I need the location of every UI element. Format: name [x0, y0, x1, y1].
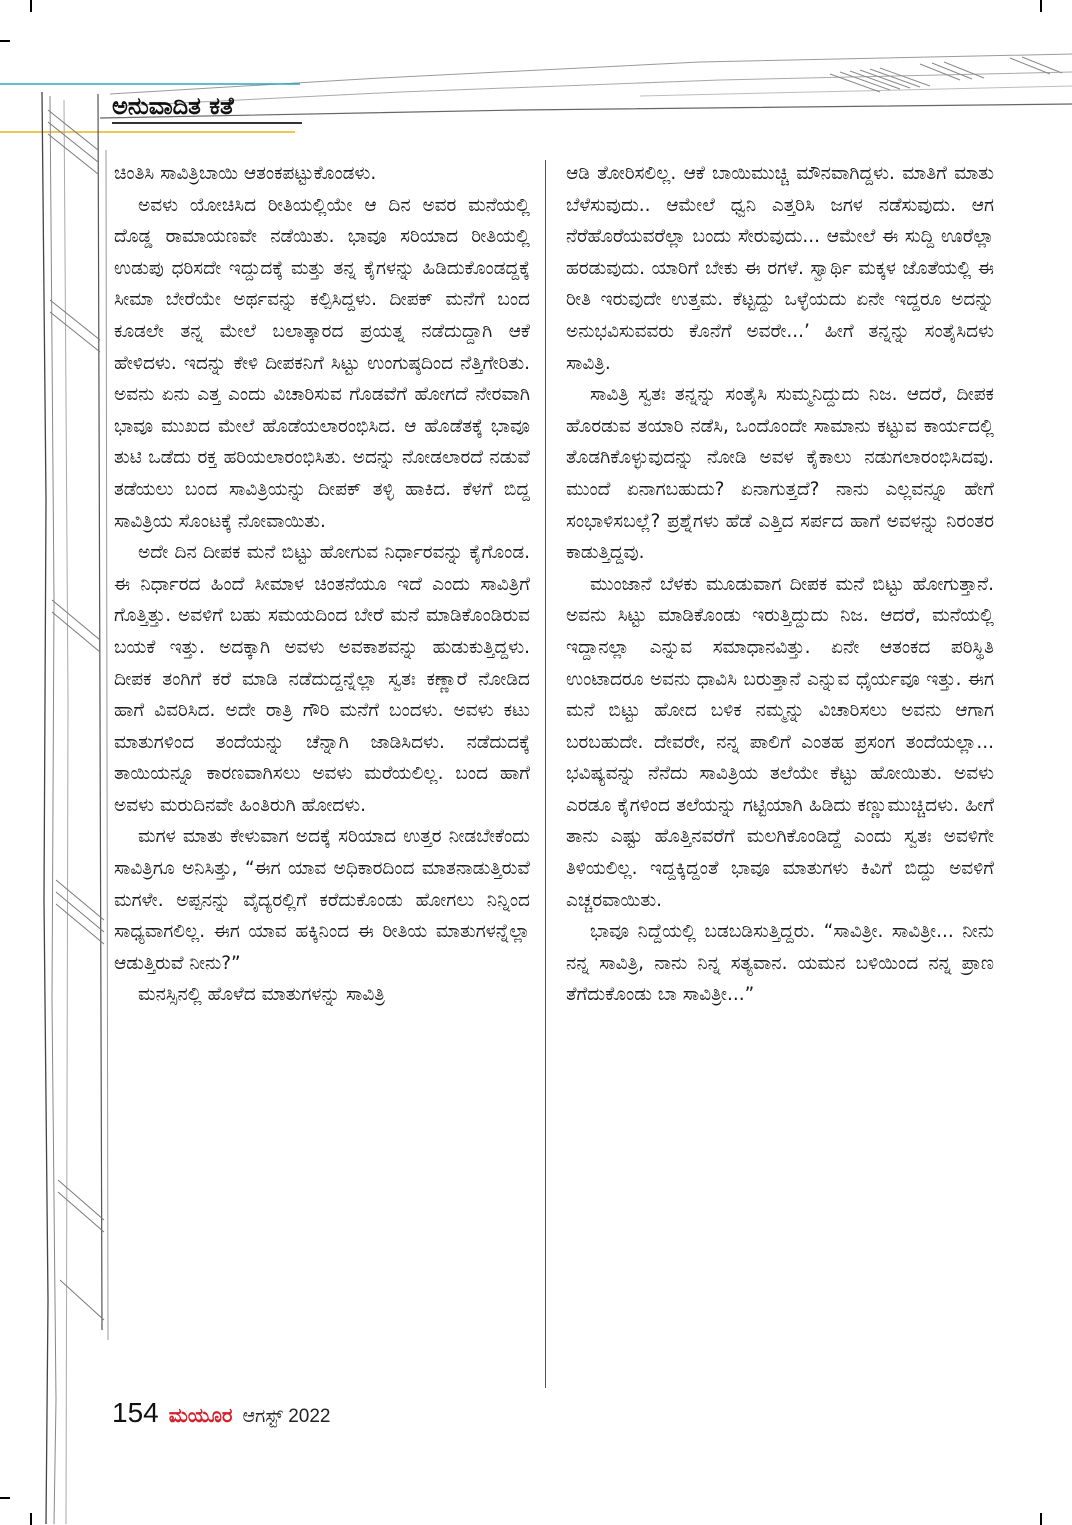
section-label: ಅನುವಾದಿತ ಕತೆ [112, 92, 234, 120]
section-underline [112, 122, 302, 124]
column-divider [545, 160, 546, 1388]
magazine-logo: ಮಯೂರ [168, 1403, 233, 1427]
paragraph: ಮುಂಜಾನೆ ಬೆಳಕು ಮೂಡುವಾಗ ದೀಪಕ ಮನೆ ಬಿಟ್ಟು ಹೋಗುತ್ತಾನೆ. ಅವನು ಸಿಟ್ಟು ಮಾಡಿಕೊಂಡು ಇರುತ್ತಿದ್ದುದು ನಿಜ. ಆದರೆ, ಮನೆಯಲ್ಲಿ ಇದ್ದಾನಲ್ಲಾ ಎನ್ನುವ ಸಮಾಧಾನವಿತ್ತು. ಏನೇ ಆತಂಕದ ಪರಿಸ್ಥಿತಿ ಉಂಟಾದರೂ ಅವನು ಧಾವಿಸಿ ಬರುತ್ತಾನೆ ಎನ್ನುವ ಧೈರ್ಯವೂ ಇತ್ತು. ಈಗ ಮನೆ ಬಿಟ್ಟು ಹೋದ ಬಳಿಕ ನಮ್ಮನ್ನು ವಿಚಾರಿಸಲು ಅವನು ಆಗಾಗ ಬರಬಹುದೇ. ದೇವರೇ, ನನ್ನ ಪಾಲಿಗೆ ಎಂತಹ ಪ್ರಸಂಗ ತಂದೆಯಲ್ಲಾ... ಭವಿಷ್ಯವನ್ನು ನೆನೆದು ಸಾವಿತ್ರಿಯ ತಲೆಯೇ ಕೆಟ್ಟು ಹೋಯಿತು. ಅವಳು ಎರಡೂ ಕೈಗಳಿಂದ ತಲೆಯನ್ನು ಗಟ್ಟಿಯಾಗಿ ಹಿಡಿದು ಕಣ್ಣುಮುಚ್ಚಿದಳು. ಹೀಗೆ ತಾನು ಎಷ್ಟು ಹೊತ್ತಿನವರೆಗೆ ಮಲಗಿಕೊಂಡಿದ್ದೆ ಎಂದು ಸ್ವತಃ ಅವಳಿಗೇ ತಿಳಿಯಲಿಲ್ಲ. ಇದ್ದಕ್ಕಿದ್ದಂತೆ ಭಾವೂ ಮಾತುಗಳು ಕಿವಿಗೆ ಬಿದ್ದು ಅವಳಿಗೆ ಎಚ್ಚರವಾಯಿತು. [566, 573, 994, 911]
paragraph: ಮನಸ್ಸಿನಲ್ಲಿ ಹೊಳೆದ ಮಾತುಗಳನ್ನು ಸಾವಿತ್ರಿ [138, 984, 385, 1006]
paragraph: ಅವಳು ಯೋಚಿಸಿದ ರೀತಿಯಲ್ಲಿಯೇ ಆ ದಿನ ಅವರ ಮನೆಯಲ್ಲಿ ದೊಡ್ಡ ರಾಮಾಯಣವೇ ನಡೆಯಿತು. ಭಾವೂ ಸರಿಯಾದ ರೀತಿಯಲ್ಲಿ ಉಡುಪು ಧರಿಸದೇ ಇದ್ದುದಕ್ಕೆ ಮತ್ತು ತನ್ನ ಕೈಗಳನ್ನು ಹಿಡಿದುಕೊಂಡದ್ದಕ್ಕೆ ಸೀಮಾ ಬೇರೆಯೇ ಅರ್ಥವನ್ನು ಕಲ್ಪಿಸಿದ್ದಳು. ದೀಪಕ್ ಮನೆಗೆ ಬಂದ ಕೂಡಲೇ ತನ್ನ ಮೇಲೆ ಬಲಾತ್ಕಾರದ ಪ್ರಯತ್ನ ನಡೆದುದ್ದಾಗಿ ಆಕೆ ಹೇಳಿದಳು. ಇದನ್ನು ಕೇಳಿ ದೀಪಕನಿಗೆ ಸಿಟ್ಟು ಉಂಗುಷ್ಠದಿಂದ ನೆತ್ತಿಗೇರಿತು. ಅವನು ಏನು ಎತ್ತ ಎಂದು ವಿಚಾರಿಸುವ ಗೊಡವೆಗೆ ಹೋಗದೆ ನೇರವಾಗಿ ಭಾವೂ ಮುಖದ ಮೇಲೆ ಹೊಡೆಯಲಾರಂಭಿಸಿದ. ಆ ಹೊಡೆತಕ್ಕೆ ಭಾವೂ ತುಟಿ ಒಡೆದು ರಕ್ತ ಹರಿಯಲಾರಂಭಿಸಿತು. ಅದನ್ನು ನೋಡಲಾರದೆ ನಡುವೆ ತಡೆಯಲು ಬಂದ ಸಾವಿತ್ರಿಯನ್ನು ದೀಪಕ್ ತಳ್ಳಿ ಹಾಕಿದ. ಕೆಳಗೆ ಬಿದ್ದ ಸಾವಿತ್ರಿಯ ಸೊಂಟಕ್ಕೆ ನೋವಾಯಿತು. [114, 194, 530, 532]
issue-date: ಆಗಸ್ಟ್ 2022 [242, 1406, 331, 1427]
paragraph: ಭಾವೂ ನಿದ್ದೆಯಲ್ಲಿ ಬಡಬಡಿಸುತ್ತಿದ್ದರು. “ಸಾವಿತ್ರೀ. ಸಾವಿತ್ರೀ... ನೀನು ನನ್ನ ಸಾವಿತ್ರಿ, ನಾನು ನಿನ್ನ ಸತ್ಯವಾನ. ಯಮನ ಬಳಿಯಿಂದ ನನ್ನ ಪ್ರಾಣ ತೆಗೆದುಕೊಂಡು ಬಾ ಸಾವಿತ್ರೀ...” [566, 921, 994, 1006]
paragraph: ಆಡಿ ತೋರಿಸಲಿಲ್ಲ. ಆಕೆ ಬಾಯಿಮುಚ್ಚಿ ಮೌನವಾಗಿದ್ದಳು. ಮಾತಿಗೆ ಮಾತು ಬೆಳೆಸುವುದು.. ಆಮೇಲೆ ಧ್ವನಿ ಎತ್ತರಿಸಿ ಜಗಳ ನಡೆಸುವುದು. ಆಗ ನೆರೆಹೊರೆಯವರೆಲ್ಲಾ ಬಂದು ಸೇರುವುದು... ಆಮೇಲೆ ಈ ಸುದ್ದಿ ಊರೆಲ್ಲಾ ಹರಡುವುದು. ಯಾರಿಗೆ ಬೇಕು ಈ ರಗಳೆ. ಸ್ವಾರ್ಥಿ ಮಕ್ಕಳ ಜೊತೆಯಲ್ಲಿ ಈ ರೀತಿ ಇರುವುದೇ ಉತ್ತಮ. ಕೆಟ್ಟದ್ದು ಒಳ್ಳೆಯದು ಏನೇ ಇದ್ದರೂ ಅದನ್ನು ಅನುಭವಿಸುವವರು ಕೊನೆಗೆ ಅವರೇ...’ ಹೀಗೆ ತನ್ನನ್ನು ಸಂತೈಸಿದಳು ಸಾವಿತ್ರಿ. [566, 163, 994, 374]
article-column-right [566, 158, 994, 1011]
paragraph: ಸಾವಿತ್ರಿ ಸ್ವತಃ ತನ್ನನ್ನು ಸಂತೈಸಿ ಸುಮ್ಮನಿದ್ದುದು ನಿಜ. ಆದರೆ, ದೀಪಕ ಹೊರಡುವ ತಯಾರಿ ನಡೆಸಿ, ಒಂದೊಂದೇ ಸಾಮಾನು ಕಟ್ಟುವ ಕಾರ್ಯದಲ್ಲಿ ತೊಡಗಿಕೊಳ್ಳುವುದನ್ನು ನೋಡಿ ಅವಳ ಕೈಕಾಲು ನಡುಗಲಾರಂಭಿಸಿದವು. ಮುಂದೆ ಏನಾಗಬಹುದು? ಏನಾಗುತ್ತದೆ? ನಾನು ಎಲ್ಲವನ್ನೂ ಹೇಗೆ ಸಂಭಾಳಿಸಬಲ್ಲೆ? ಪ್ರಶ್ನೆಗಳು ಹೆಡೆ ಎತ್ತಿದ ಸರ್ಪದ ಹಾಗೆ ಅವಳನ್ನು ನಿರಂತರ ಕಾಡುತ್ತಿದ್ದವು. [566, 384, 994, 564]
paragraph: ಅದೇ ದಿನ ದೀಪಕ ಮನೆ ಬಿಟ್ಟು ಹೋಗುವ ನಿರ್ಧಾರವನ್ನು ಕೈಗೊಂಡ. ಈ ನಿರ್ಧಾರದ ಹಿಂದೆ ಸೀಮಾಳ ಚಿಂತನೆಯೂ ಇದೆ ಎಂದು ಸಾವಿತ್ರಿಗೆ ಗೊತ್ತಿತ್ತು. ಅವಳಿಗೆ ಬಹು ಸಮಯದಿಂದ ಬೇರೆ ಮನೆ ಮಾಡಿಕೊಂಡಿರುವ ಬಯಕೆ ಇತ್ತು. ಅದಕ್ಕಾಗಿ ಅವಳು ಅವಕಾಶವನ್ನು ಹುಡುಕುತ್ತಿದ್ದಳು. ದೀಪಕ ತಂಗಿಗೆ ಕರೆ ಮಾಡಿ ನಡೆದುದ್ದನ್ನೆಲ್ಲಾ ಸ್ವತಃ ಕಣ್ಣಾರೆ ನೋಡಿದ ಹಾಗೆ ವಿವರಿಸಿದ. ಅದೇ ರಾತ್ರಿ ಗೌರಿ ಮನೆಗೆ ಬಂದಳು. ಅವಳು ಕಟು ಮಾತುಗಳಿಂದ ತಂದೆಯನ್ನು ಚೆನ್ನಾಗಿ ಜಾಡಿಸಿದಳು. ನಡೆದುದಕ್ಕೆ ತಾಯಿಯನ್ನೂ ಕಾರಣವಾಗಿಸಲು ಅವಳು ಮರೆಯಲಿಲ್ಲ. ಬಂದ ಹಾಗೆ ಅವಳು ಮರುದಿನವೇ ಹಿಂತಿರುಗಿ ಹೋದಳು. [114, 542, 530, 816]
paragraph: ಮಗಳ ಮಾತು ಕೇಳುವಾಗ ಅದಕ್ಕೆ ಸರಿಯಾದ ಉತ್ತರ ನೀಡಬೇಕೆಂದು ಸಾವಿತ್ರಿಗೂ ಅನಿಸಿತ್ತು, “ಈಗ ಯಾವ ಅಧಿಕಾರದಿಂದ ಮಾತನಾಡುತ್ತಿರುವೆ ಮಗಳೇ. ಅಪ್ಪನನ್ನು ವೈದ್ಯರಲ್ಲಿಗೆ ಕರೆದುಕೊಂಡು ಹೋಗಲು ನಿನ್ನಿಂದ ಸಾಧ್ಯವಾಗಲಿಲ್ಲ. ಈಗ ಯಾವ ಹಕ್ಕಿನಿಂದ ಈ ರೀತಿಯ ಮಾತುಗಳನ್ನೆಲ್ಲಾ ಆಡುತ್ತಿರುವೆ ನೀನು?” [114, 826, 530, 974]
article-column-left [114, 158, 530, 1011]
page-footer [112, 1397, 330, 1429]
page-number: 154 [112, 1397, 159, 1428]
paragraph: ಚಿಂತಿಸಿ ಸಾವಿತ್ರಿಬಾಯಿ ಆತಂಕಪಟ್ಟುಕೊಂಡಳು. [114, 163, 377, 184]
